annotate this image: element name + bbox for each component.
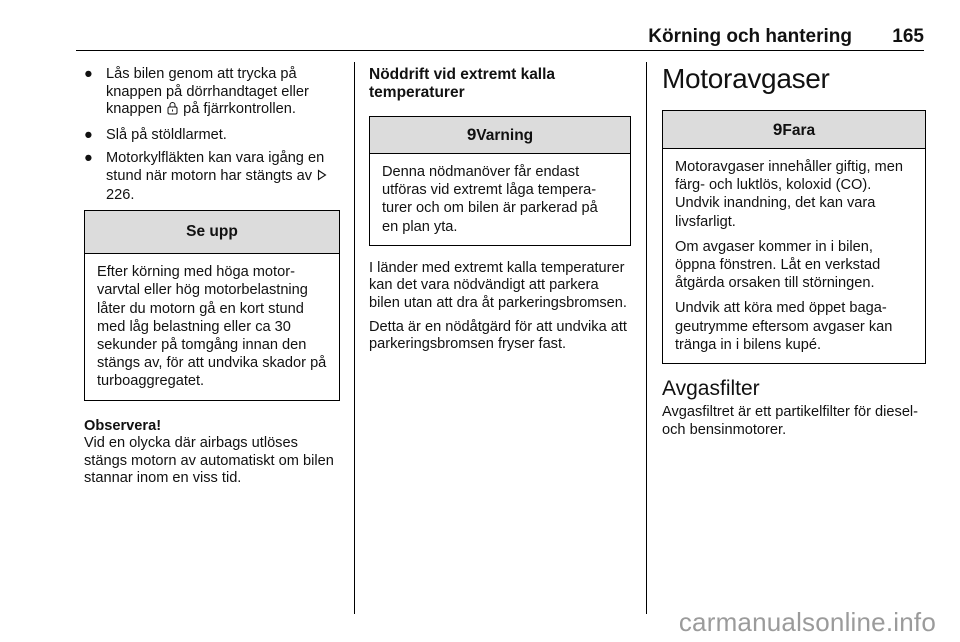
bullet-list <box>84 66 340 204</box>
subsection-heading: Avgasfilter <box>662 377 760 401</box>
header-title: Körning och hantering <box>648 26 852 47</box>
caution-box <box>84 210 340 400</box>
bullet-icon: ● <box>84 150 93 167</box>
column-left <box>84 66 340 488</box>
caution-title: Se upp <box>85 211 339 254</box>
warning-triangle-icon: 9 <box>772 120 783 139</box>
note-text: Vid en olycka där airbags utlöses stängs motorn av automatiskt om bilen stannar inom en viss tid. <box>84 435 334 487</box>
note <box>84 418 340 488</box>
column-right <box>662 63 926 445</box>
lock-icon <box>167 101 178 121</box>
warning-triangle-icon: 9 <box>466 125 477 144</box>
danger-text: Om avgaser kommer in i bilen, öppna fönstren. Låt en verkstad åtgärda orsaken till störningen. <box>675 238 881 292</box>
warning-body <box>370 154 630 245</box>
list-item <box>84 150 340 204</box>
warning-text: Denna nödmanöver får endast utföras vid extremt låga temperaturer och om bilen är parkerad på en plan yta. <box>382 164 598 235</box>
page-number: 165 <box>892 26 924 47</box>
note-title: Observera! <box>84 417 162 434</box>
list-item <box>84 66 340 121</box>
column-divider-left <box>354 62 355 614</box>
column-divider-right <box>646 62 647 614</box>
bullet-icon: ● <box>84 126 93 143</box>
watermark: carmanualsonline.info <box>678 607 936 637</box>
body-text <box>369 260 631 354</box>
bullet-text: Slå på stöldlarmet. <box>106 126 227 143</box>
bullet-icon: ● <box>84 66 93 82</box>
warning-box <box>369 116 631 246</box>
bullet-text-part: Lås bilen genom att trycka på knappen på dörrhandtaget eller knappen <box>106 66 309 118</box>
caution-body <box>85 254 339 399</box>
danger-text: Motoravgaser innehåller giftig, men färg- och luktlös, koloxid (CO). Undvik inandning, det kan vara livsfarligt. <box>675 159 903 230</box>
danger-box <box>662 110 926 364</box>
page-header <box>76 26 924 51</box>
main-heading: Motoravgaser <box>662 63 830 94</box>
page-reference: 226. <box>106 186 135 203</box>
danger-header <box>663 111 925 149</box>
danger-text: Undvik att köra med öppet bagageutrymme eftersom avgaser kan tränga in i bilens kupé. <box>675 300 893 353</box>
bullet-text-part: Motorkylfläkten kan vara igång en stund när motorn har stängts av <box>106 150 325 184</box>
bullet-text-part: på fjärrkontrollen. <box>183 101 296 118</box>
danger-body <box>663 149 925 363</box>
section-heading: Nöddrift vid extremt kalla temperaturer <box>369 66 556 101</box>
subsection-text: Avgasfiltret är ett partikelfilter för diesel- och bensinmotorer. <box>662 404 919 438</box>
list-item <box>84 127 340 145</box>
caution-text: Efter körning med höga motorvarvtal eller hög motorbelastning låter du motorn gå en kort stund med låg belastning eller ca 30 sekunder på tomgång innan den stängs av, för att undvika skador på turboaggregatet. <box>97 264 327 390</box>
paragraph: Detta är en nödåtgärd för att undvika att parkeringsbromsen fryser fast. <box>369 318 627 353</box>
warning-title: Varning <box>476 127 534 144</box>
warning-header <box>370 117 630 154</box>
column-middle <box>369 66 631 360</box>
danger-title: Fara <box>782 122 816 139</box>
reference-arrow-icon <box>317 169 327 187</box>
paragraph: I länder med extremt kalla temperaturer kan det vara nödvändigt att parkera bilen utan att dra åt parkeringsbromsen. <box>369 259 627 311</box>
